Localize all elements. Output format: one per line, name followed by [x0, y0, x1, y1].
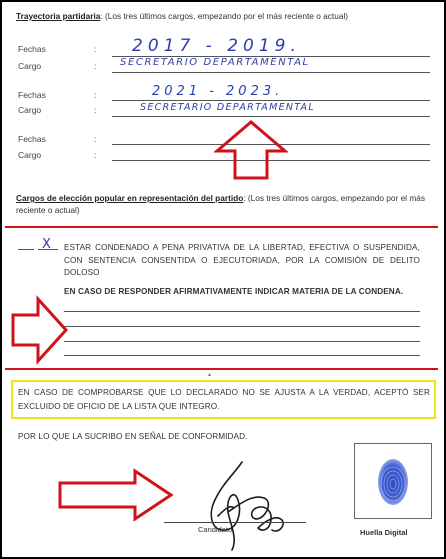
entry1-cargo-value: SECRETARIO DEPARTAMENTAL — [120, 57, 310, 68]
condena-answer-line-1 — [64, 311, 420, 312]
entry1-cargo-colon: : — [94, 61, 97, 71]
up-arrow-annotation-icon — [214, 119, 288, 181]
checkbox-mark: X — [42, 237, 52, 252]
cargos-eleccion-header — [16, 192, 432, 216]
entry3-cargo-colon: : — [94, 150, 97, 160]
entry3-cargo-label: Cargo — [18, 150, 42, 160]
entry2-cargo-line — [112, 116, 430, 117]
red-divider-bottom — [5, 368, 438, 370]
condena-answer-line-2 — [64, 326, 420, 327]
fingerprint-box — [354, 443, 432, 519]
entry2-cargo-colon: : — [94, 105, 97, 115]
entry2-cargo-label: Cargo — [18, 105, 42, 115]
right-arrow-annotation-icon — [10, 295, 70, 365]
entry1-fechas-colon: : — [94, 44, 97, 54]
huella-label: Huella Digital — [360, 528, 408, 537]
entry1-fechas-label: Fechas — [18, 44, 46, 54]
entry3-fechas-colon: : — [94, 134, 97, 144]
declaration-text: EN CASO DE COMPROBARSE QUE LO DECLARADO NO SE AJUSTA A LA VERDAD, ACEPTÓ SER EXCLUIDO DE OFICIO DE LA LISTA QUE INTEGRO. — [18, 388, 430, 411]
entry3-fechas-label: Fechas — [18, 134, 46, 144]
cargos-eleccion-title: Cargos de elección popular en representación del partido — [16, 193, 244, 203]
handwritten-signature — [182, 454, 292, 554]
conformidad-text: POR LO QUE LA SUCRIBO EN SEÑAL DE CONFORMIDAD. — [18, 432, 248, 441]
candidato-label: Candidato — [198, 525, 233, 534]
entry2-fechas-value: 2021 - 2023. — [152, 84, 284, 99]
scan-mark: ▴ — [208, 372, 212, 378]
entry1-cargo-line — [112, 72, 430, 73]
entry2-fechas-colon: : — [94, 90, 97, 100]
right-arrow-signature-annotation-icon — [57, 468, 175, 522]
trayectoria-header — [16, 11, 436, 21]
entry2-fechas-line — [112, 100, 430, 101]
entry2-cargo-value: SECRETARIO DEPARTAMENTAL — [140, 102, 315, 113]
trayectoria-subtitle: : (Los tres últimos cargos, empezando por el más reciente o actual) — [100, 11, 349, 21]
trayectoria-title: Trayectoria partidaria — [16, 11, 101, 21]
entry1-cargo-label: Cargo — [18, 61, 42, 71]
red-divider-top — [5, 226, 438, 228]
condena-text: ESTAR CONDENADO A PENA PRIVATIVA DE LA LIBERTAD, EFECTIVA O SUSPENDIDA, CON SENTENCIA CONSENTIDA O EJECUTORIADA, POR LA COMISIÓN DE DELITO DOLOSO — [64, 243, 420, 277]
condena-instruction: EN CASO DE RESPONDER AFIRMATIVAMENTE INDICAR MATERIA DE LA CONDENA. — [64, 287, 404, 296]
condena-answer-line-3 — [64, 341, 420, 342]
checkbox-line-left — [18, 249, 34, 250]
entry1-fechas-value: 2017 - 2019. — [132, 36, 301, 56]
signature-line — [164, 522, 306, 523]
fingerprint-icon — [355, 444, 431, 518]
cargos-eleccion-subtitle: : (Los tres últimos cargos, empezando por el más reciente o actual) — [16, 193, 426, 215]
checkbox-line — [38, 249, 58, 250]
condena-answer-line-4 — [64, 355, 420, 356]
entry2-fechas-label: Fechas — [18, 90, 46, 100]
